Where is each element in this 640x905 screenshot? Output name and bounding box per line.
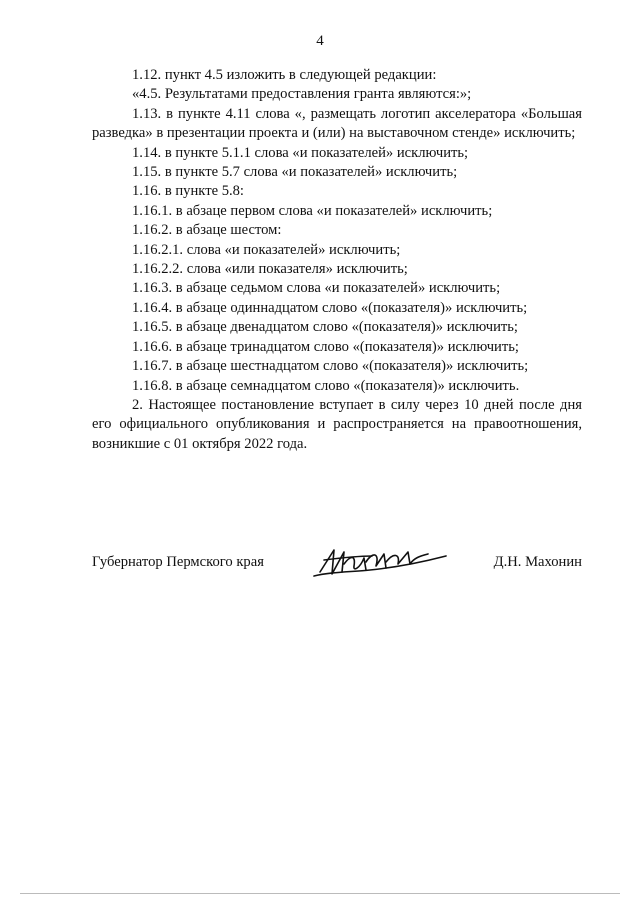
paragraph: 1.16.5. в абзаце двенадцатом слово «(показателя)» исключить; <box>132 319 518 336</box>
paragraph: 1.16.6. в абзаце тринадцатом слово «(показателя)» исключить; <box>132 338 519 355</box>
handwritten-signature <box>310 542 450 584</box>
paragraph: «4.5. Результатами предоставления гранта являются:»; <box>132 86 472 103</box>
document-body <box>92 66 582 454</box>
paragraph: 1.16.7. в абзаце шестнадцатом слово «(показателя)» исключить; <box>132 358 529 375</box>
paragraph: 1.13. в пункте 4.11 слова «, размещать логотип акселератора «Большая разведка» в презентации проекта и (или) на выставочном стенде» исключить; <box>92 105 582 142</box>
signatory-name: Д.Н. Махонин <box>493 554 582 570</box>
paragraph: 1.16.8. в абзаце семнадцатом слово «(показателя)» исключить. <box>132 377 520 394</box>
scan-edge-line <box>20 893 620 894</box>
paragraph: 1.16. в пункте 5.8: <box>132 183 244 200</box>
paragraph: 1.16.4. в абзаце одиннадцатом слово «(показателя)» исключить; <box>132 299 528 316</box>
signature-block <box>92 548 582 588</box>
page-number: 4 <box>316 33 324 49</box>
paragraph: 1.12. пункт 4.5 изложить в следующей редакции: <box>132 67 437 83</box>
paragraph: 1.16.2. в абзаце шестом: <box>132 222 282 239</box>
paragraph: 1.16.2.1. слова «и показателей» исключить; <box>132 241 401 258</box>
paragraph: 1.16.3. в абзаце седьмом слова «и показателей» исключить; <box>132 280 501 297</box>
paragraph: 2. Настоящее постановление вступает в силу через 10 дней после дня его официального опубликования и распространяется на правоотношения, возникшие с 01 октября 2022 года. <box>92 396 582 452</box>
paragraph: 1.16.1. в абзаце первом слова «и показателей» исключить; <box>132 202 493 219</box>
paragraph: 1.16.2.2. слова «или показателя» исключить; <box>132 261 408 278</box>
paragraph: 1.15. в пункте 5.7 слова «и показателей» исключить; <box>132 164 458 181</box>
signatory-position: Губернатор Пермского края <box>92 554 264 570</box>
paragraph: 1.14. в пункте 5.1.1 слова «и показателей» исключить; <box>132 144 469 161</box>
